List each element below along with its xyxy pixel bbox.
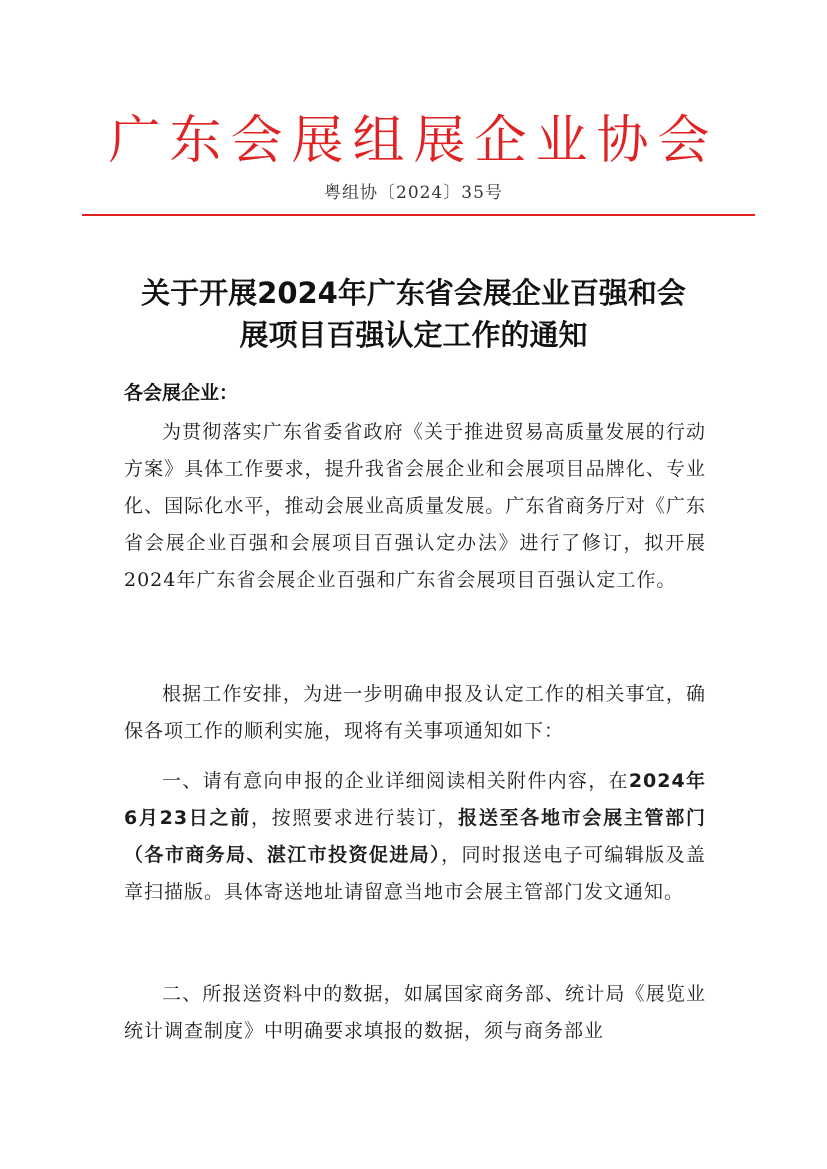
paragraph-3-text-e: ，同时报送电子可编辑版及盖章扫描版。具体寄送地址请留意当地市会展主管部门发文通知。 [124,844,706,903]
salutation: 各会展企业： [124,382,239,404]
paragraph-3-text-a: 一、请有意向申报的企业详细阅读相关附件内容，在 [162,770,629,792]
submission-destination: 报送至各地市会展主管部门（各市商务局、湛江市投资促进局） [124,807,706,866]
document-number: 粤组协〔2024〕35号 [324,183,503,203]
deadline-date: 2024年6月23日之前 [124,770,706,829]
paragraph-3-text-c: ，按照要求进行装订， [250,807,459,829]
body-paragraph-3 [124,763,706,911]
document-title-line-2: 展项目百强认定工作的通知 [239,318,588,352]
body-paragraph-4: 二、所报送资料中的数据，如属国家商务部、统计局《展览业统计调查制度》中明确要求填报的数据，须与商务部业 [124,983,706,1042]
header-divider [82,214,755,216]
body-paragraph-1: 为贯彻落实广东省委省政府《关于推进贸易高质量发展的行动方案》具体工作要求，提升我省会展企业和会展项目品牌化、专业化、国际化水平，推动会展业高质量发展。广东省商务厅对《广东省会展企业百强和会展项目百强认定办法》进行了修订，拟开展2024年广东省会展企业百强和广东省会展项目百强认定工作。 [124,421,706,591]
document-title [100,272,727,356]
body-paragraph-2: 根据工作安排，为进一步明确申报及认定工作的相关事宜，确保各项工作的顺利实施，现将有关事项通知如下： [124,683,706,742]
document-title-line-1: 关于开展2024年广东省会展企业百强和会 [141,276,686,310]
issuing-organization-header: 广东会展组展企业协会 [108,111,719,171]
